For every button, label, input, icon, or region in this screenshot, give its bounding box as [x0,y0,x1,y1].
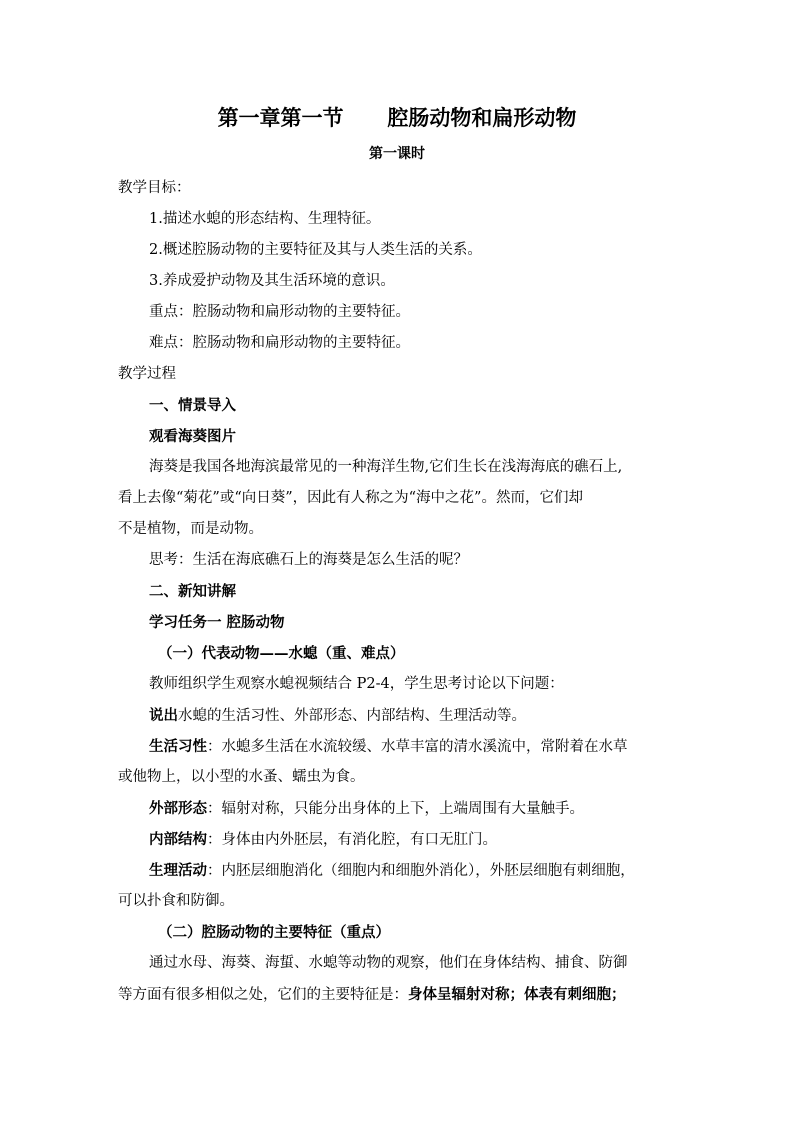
habit-line-1 [118,731,674,762]
difficult-point: 难点：腔肠动物和扁形动物的主要特征。 [149,335,410,351]
objective-2: 2.概述腔肠动物的主要特征及其与人类生活的关系。 [149,242,482,258]
key-point: 重点：腔肠动物和扁形动物的主要特征。 [149,304,410,320]
say-rest: 水螅的生活习性、外部形态、内部结构、生理活动等。 [178,708,526,724]
physio-rest-1: ：内胚层细胞消化（细胞内和细胞外消化），外胚层细胞有刺细胞， [207,863,635,879]
physio-bold: 生理活动 [149,862,207,879]
features-plain: 等方面有很多相似之处，它们的主要特征是： [118,987,408,1003]
physio-line-2: 可以扑食和防御。 [118,893,234,909]
teacher-instruction: 教师组织学生观察水螅视频结合 P2-4，学生思考讨论以下问题： [149,676,564,692]
external-bold: 外部形态 [149,800,207,817]
section2-heading: 二、新知讲解 [149,583,236,600]
objective-1: 1.描述水螅的形态结构、生理特征。 [149,211,381,227]
say-bold: 说出 [149,707,178,724]
intro-line-2: 看上去像“菊花”或“向日葵”，因此有人称之为“海中之花”。然而，它们却 [118,490,583,506]
intro-line-1: 海葵是我国各地海滨最常见的一种海洋生物,它们生长在浅海海底的礁石上, [149,459,623,475]
think-question: 思考：生活在海底礁石上的海葵是怎么生活的呢？ [149,552,468,568]
section1-heading: 一、情景导入 [149,397,236,414]
part2-heading: （二）腔肠动物的主要特征（重点） [158,924,390,941]
page-title: 第一章第一节 腔肠动物和扁形动物 [217,105,577,130]
page-subtitle: 第一课时 [369,146,425,162]
intro-line-3: 不是植物，而是动物。 [118,521,263,537]
physio-line-1 [118,855,674,886]
task1-heading: 学习任务一 腔肠动物 [149,614,285,631]
objective-3: 3.养成爱护动物及其生活环境的意识。 [149,273,395,289]
internal-bold: 内部结构 [149,831,207,848]
say-line [118,700,674,731]
features-bold: 身体呈辐射对称；体表有刺细胞； [408,986,626,1003]
process-heading: 教学过程 [118,366,176,382]
features-line-2 [118,979,674,1010]
features-line-1: 通过水母、海葵、海蜇、水螅等动物的观察，他们在身体结构、捕食、防御 [149,955,628,971]
internal-rest: ：身体由内外胚层，有消化腔，有口无肛门。 [207,832,497,848]
external-line [118,793,674,824]
section1-subheading: 观看海葵图片 [149,428,236,445]
habit-bold: 生活习性 [149,738,207,755]
document-body [118,173,674,1010]
internal-line [118,824,674,855]
objectives-heading: 教学目标： [118,180,191,196]
part1-heading: （一）代表动物——水螅（重、难点） [158,645,405,662]
habit-rest-1: ：水螅多生活在水流较缓、水草丰富的清水溪流中，常附着在水草 [207,739,628,755]
external-rest: ：辐射对称，只能分出身体的上下，上端周围有大量触手。 [207,801,584,817]
habit-line-2: 或他物上，以小型的水蚤、蠕虫为食。 [118,769,365,785]
